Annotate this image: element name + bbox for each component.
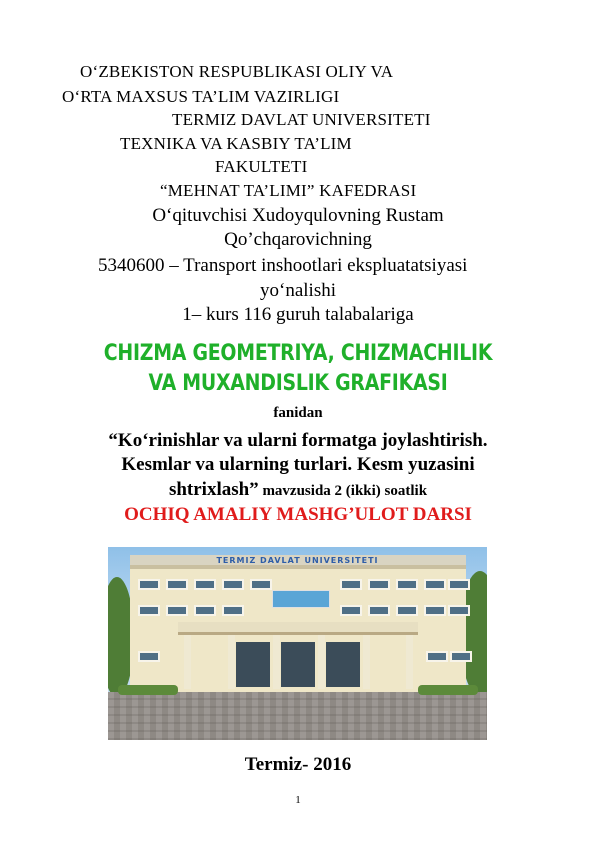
lesson-type: OCHIQ AMALIY MASHG’ULOT DARSI [124, 504, 472, 525]
topic-line-3 [0, 480, 596, 499]
page-number: 1 [295, 794, 301, 806]
group-line: 1– kurs 116 guruh talabalariga [182, 304, 414, 325]
author-line-2: Qo’chqarovichning [224, 229, 372, 250]
ministry-line-2: O‘RTA MAXSUS TA’LIM VAZIRLIGI [62, 87, 340, 106]
subject-title-line-2: VA MUXANDISLIK GRAFIKASI [148, 371, 448, 396]
topic-line-3-main: shtrixlash” [168, 479, 259, 500]
university-building-photo [108, 547, 487, 740]
program-line-2: yo‘nalishi [260, 280, 336, 301]
topic-line-3-suffix: mavzusida 2 (ikki) soatlik [258, 483, 428, 499]
subject-from: fanidan [273, 405, 323, 421]
faculty-line-2: FAKULTETI [215, 157, 308, 176]
university-name: TERMIZ DAVLAT UNIVERSITETI [172, 110, 431, 129]
author-line-1: O‘qituvchisi Xudoyqulovning Rustam [152, 205, 444, 226]
subject-title-line-1: CHIZMA GEOMETRIYA, CHIZMACHILIK [103, 341, 493, 366]
topic-line-1: “Ko‘rinishlar va ularni formatga joylashtirish. [108, 430, 488, 451]
topic-line-2: Kesmlar va ularning turlari. Kesm yuzasini [121, 454, 475, 475]
place-year: Termiz- 2016 [244, 754, 352, 775]
ministry-line-1: O‘ZBEKISTON RESPUBLIKASI OLIY VA [80, 62, 394, 81]
faculty-line-1: TEXNIKA VA KASBIY TA’LIM [120, 134, 352, 153]
department-name: “MEHNAT TA’LIMI” KAFEDRASI [160, 181, 417, 200]
building-sign: TERMIZ DAVLAT UNIVERSITETI [216, 556, 379, 565]
program-line-1: 5340600 – Transport inshootlari ekspluatatsiyasi [98, 255, 468, 276]
